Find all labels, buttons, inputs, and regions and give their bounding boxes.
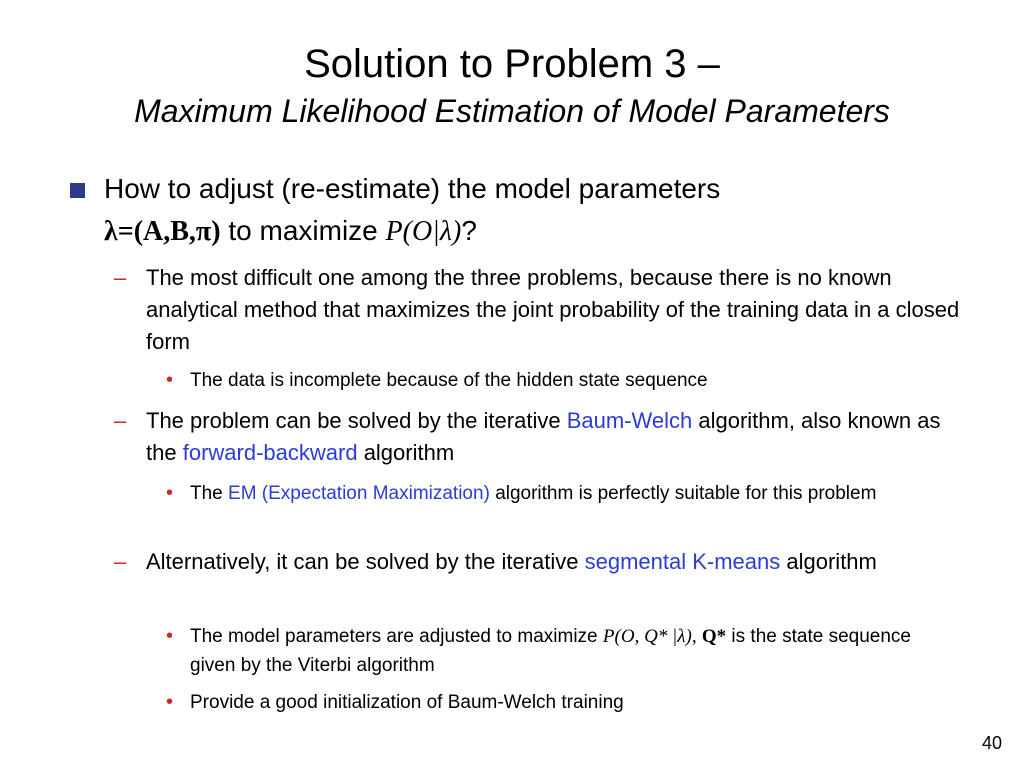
math-objective: P(O|λ) — [385, 216, 462, 247]
sub3-text-part2: algorithm — [786, 549, 877, 574]
sub2-text-part2: algorithm, also known as the — [146, 408, 941, 465]
math-q-star: Q* — [701, 626, 727, 647]
main-bullet-line2 — [104, 214, 477, 249]
sub-bullet-3 — [146, 546, 906, 578]
baum-welch-link: Baum-Welch — [566, 408, 693, 433]
square-bullet-icon — [70, 183, 85, 198]
sub-bullet-2-point-1 — [190, 479, 960, 508]
sub-bullet-3-point-1 — [190, 622, 960, 680]
sub3-text-part1: Alternatively, it can be solved by the iterative — [146, 549, 579, 574]
dot-bullet-icon: • — [166, 369, 174, 391]
dot-bullet-icon: • — [166, 625, 174, 647]
slide-subtitle: Maximum Likelihood Estimation of Model Parameters — [134, 93, 890, 129]
forward-backward-link: forward-backward — [182, 440, 358, 465]
sub2-text-part1: The problem can be solved by the iterative — [146, 408, 561, 433]
math-viterbi-objective: P(O, Q* |λ), — [602, 626, 697, 647]
sub-bullet-1: The most difficult one among the three problems, because there is no known analytical method that maximizes the joint probability of the training data in a closed form — [146, 265, 960, 354]
question-mark: ? — [461, 215, 477, 246]
main-bullet-line1: How to adjust (re-estimate) the model parameters — [104, 173, 721, 204]
dot-bullet-icon: • — [166, 482, 174, 504]
text-to-maximize: to maximize — [228, 215, 378, 246]
sub-bullet-1-point-1: The data is incomplete because of the hidden state sequence — [190, 370, 708, 391]
slide-title: Solution to Problem 3 – — [304, 42, 720, 86]
em-text-part2: algorithm is perfectly suitable for this problem — [495, 483, 877, 504]
math-parameters: λ=(A,B,π) — [104, 216, 221, 247]
em-link: EM (Expectation Maximization) — [228, 483, 490, 504]
segmental-kmeans-link: segmental K-means — [584, 549, 781, 574]
kmeans-text-part2: is the state sequence given by the Viterbi algorithm — [190, 626, 911, 676]
dash-bullet-icon: – — [114, 549, 127, 574]
kmeans-text-part1: The model parameters are adjusted to maximize — [190, 626, 598, 647]
sub-bullet-3-point-2: Provide a good initialization of Baum-Welch training — [190, 692, 624, 713]
sub2-text-part3: algorithm — [363, 440, 455, 465]
dash-bullet-icon: – — [114, 408, 127, 433]
dot-bullet-icon: • — [166, 691, 174, 713]
dash-bullet-icon: – — [114, 265, 127, 290]
page-number: 40 — [981, 733, 1002, 753]
sub-bullet-2 — [146, 405, 966, 469]
em-text-part1: The — [190, 483, 223, 504]
